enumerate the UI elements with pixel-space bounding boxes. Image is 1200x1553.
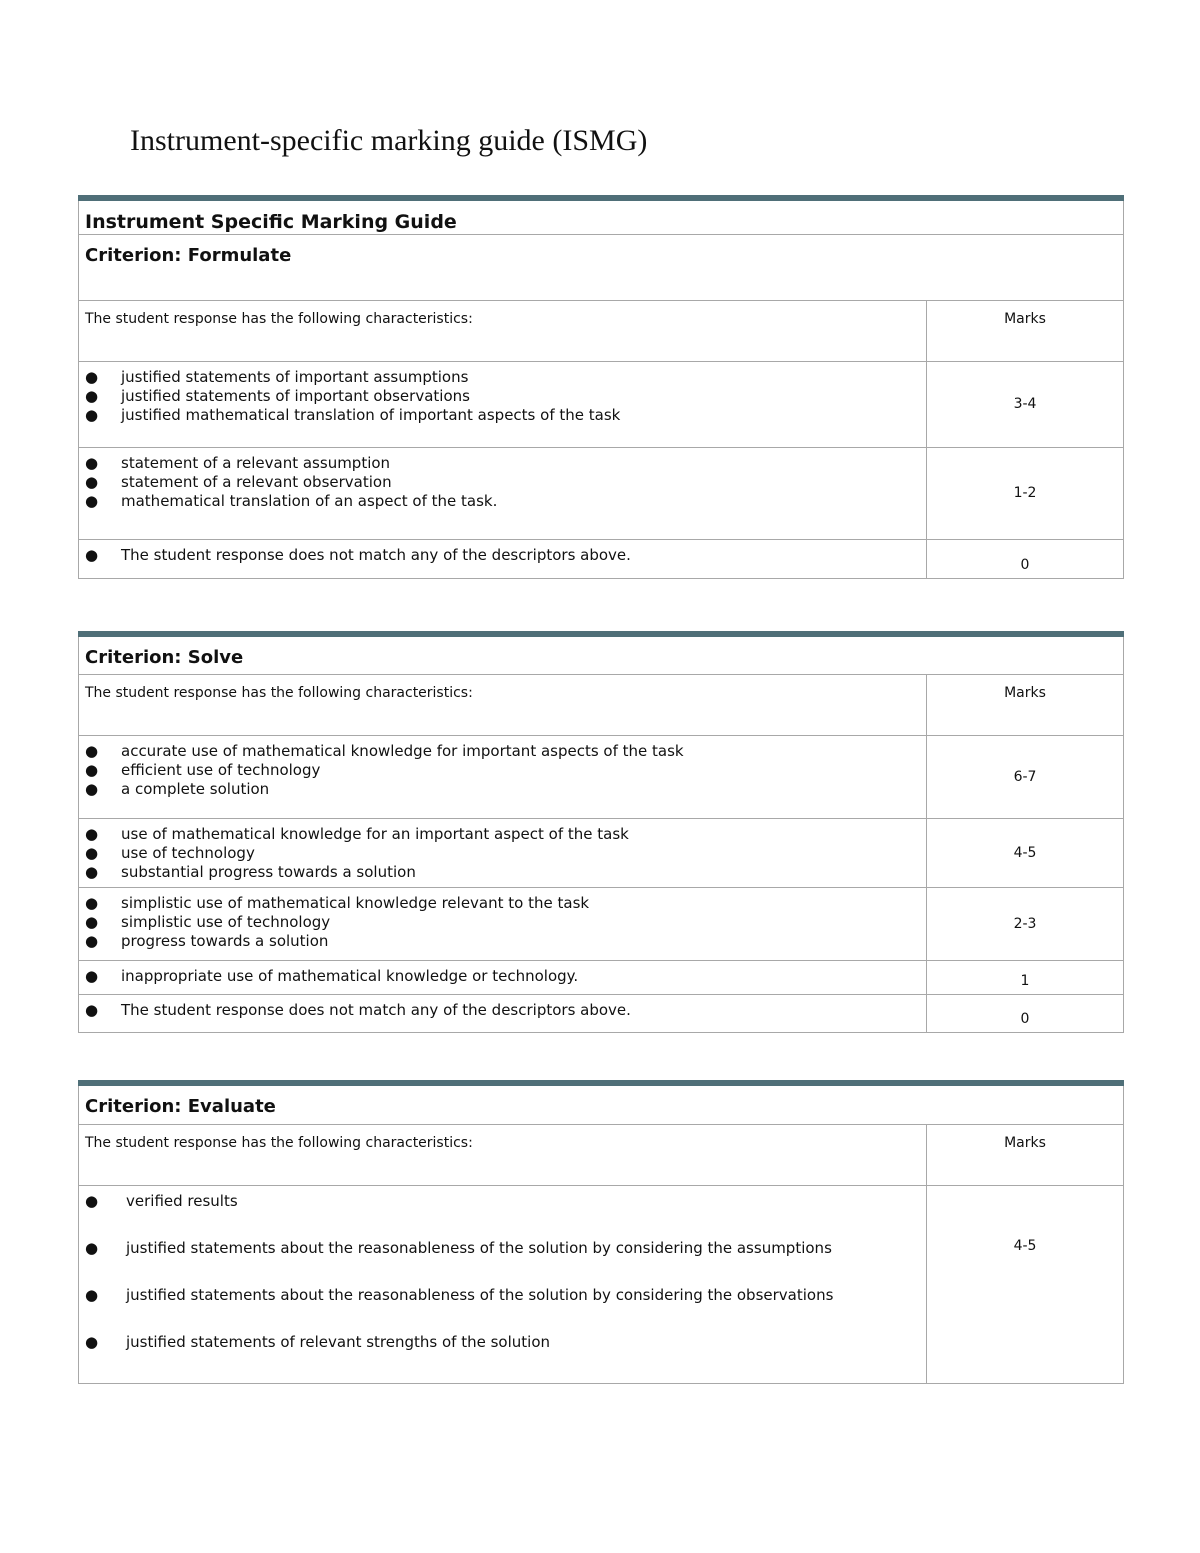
list-item: ● efficient use of technology <box>85 760 321 779</box>
marks-value: 1 <box>1020 972 1030 989</box>
bullet-icon: ● <box>85 472 99 491</box>
list-item: ● justified statements of important assumptions <box>85 367 469 386</box>
marks-value: 2-3 <box>1013 915 1037 932</box>
bullet-icon: ● <box>85 1000 99 1019</box>
characteristics-label: The student response has the following characteristics: <box>79 1124 927 1185</box>
list-item: ● justified statements of relevant strengths of the solution <box>85 1332 550 1351</box>
document-title: Instrument-specific marking guide (ISMG) <box>130 124 648 157</box>
bullet-icon: ● <box>85 1191 99 1210</box>
bullet-icon: ● <box>85 1238 99 1257</box>
descriptor-list <box>79 825 926 882</box>
bullet-icon: ● <box>85 405 99 424</box>
list-item: ● statement of a relevant assumption <box>85 453 391 472</box>
bullet-icon: ● <box>85 1332 99 1351</box>
list-item: ● progress towards a solution <box>85 931 329 950</box>
descriptor-list <box>79 1192 926 1352</box>
bullet-icon: ● <box>85 367 99 386</box>
list-item: ● verified results <box>85 1191 238 1210</box>
list-item: ● justified statements about the reasonableness of the solution by considering the assumptions <box>85 1238 832 1257</box>
marks-value: 4-5 <box>1013 1237 1037 1254</box>
bullet-icon: ● <box>85 912 99 931</box>
descriptor-list <box>79 546 926 565</box>
marks-value: 6-7 <box>1013 768 1037 785</box>
bullet-icon: ● <box>85 741 99 760</box>
characteristics-label: The student response has the following characteristics: <box>79 300 927 361</box>
list-item: ● use of mathematical knowledge for an important aspect of the task <box>85 824 629 843</box>
marks-header: Marks <box>927 300 1124 361</box>
list-item: ● accurate use of mathematical knowledge for important aspects of the task <box>85 741 684 760</box>
list-item: ● mathematical translation of an aspect of the task. <box>85 491 498 510</box>
criterion-formulate-title: Criterion: Formulate <box>79 234 1124 300</box>
descriptor-list <box>79 742 926 799</box>
bullet-icon: ● <box>85 966 99 985</box>
criterion-evaluate-title: Criterion: Evaluate <box>79 1083 1124 1124</box>
list-item: ● The student response does not match any of the descriptors above. <box>85 1000 631 1019</box>
list-item: ● justified mathematical translation of important aspects of the task <box>85 405 621 424</box>
marks-value: 1-2 <box>1013 485 1037 501</box>
marks-header: Marks <box>927 674 1124 735</box>
bullet-icon: ● <box>85 843 99 862</box>
bullet-icon: ● <box>85 453 99 472</box>
formulate-table <box>78 195 1124 579</box>
list-item: ● statement of a relevant observation <box>85 472 392 491</box>
bullet-icon: ● <box>85 893 99 912</box>
descriptor-list <box>79 454 926 511</box>
characteristics-label: The student response has the following characteristics: <box>79 674 927 735</box>
bullet-icon: ● <box>85 862 99 881</box>
evaluate-table <box>78 1080 1124 1384</box>
bullet-icon: ● <box>85 931 99 950</box>
marks-value: 3-4 <box>1013 396 1037 412</box>
bullet-icon: ● <box>85 491 99 510</box>
bullet-icon: ● <box>85 779 99 798</box>
criterion-solve-title: Criterion: Solve <box>79 634 1124 674</box>
list-item: ● justified statements of important observations <box>85 386 470 405</box>
bullet-icon: ● <box>85 760 99 779</box>
list-item: ● justified statements about the reasonableness of the solution by considering the observations <box>85 1285 834 1304</box>
list-item: ● simplistic use of technology <box>85 912 331 931</box>
descriptor-list <box>79 967 926 986</box>
list-item: ● a complete solution <box>85 779 270 798</box>
list-item: ● simplistic use of mathematical knowledge relevant to the task <box>85 893 590 912</box>
list-item: ● substantial progress towards a solution <box>85 862 416 881</box>
list-item: ● The student response does not match any of the descriptors above. <box>85 545 631 564</box>
marks-value: 0 <box>1020 556 1030 573</box>
bullet-icon: ● <box>85 386 99 405</box>
bullet-icon: ● <box>85 824 99 843</box>
descriptor-list <box>79 368 926 425</box>
guide-heading: Instrument Specific Marking Guide <box>79 198 1124 234</box>
descriptor-list <box>79 894 926 951</box>
marks-value: 0 <box>1020 1010 1030 1027</box>
solve-table <box>78 631 1124 1033</box>
bullet-icon: ● <box>85 1285 99 1304</box>
bullet-icon: ● <box>85 545 99 564</box>
list-item: ● use of technology <box>85 843 255 862</box>
marks-header: Marks <box>927 1124 1124 1185</box>
descriptor-list <box>79 1001 926 1020</box>
list-item: ● inappropriate use of mathematical knowledge or technology. <box>85 966 579 985</box>
marks-value: 4-5 <box>1013 844 1037 861</box>
